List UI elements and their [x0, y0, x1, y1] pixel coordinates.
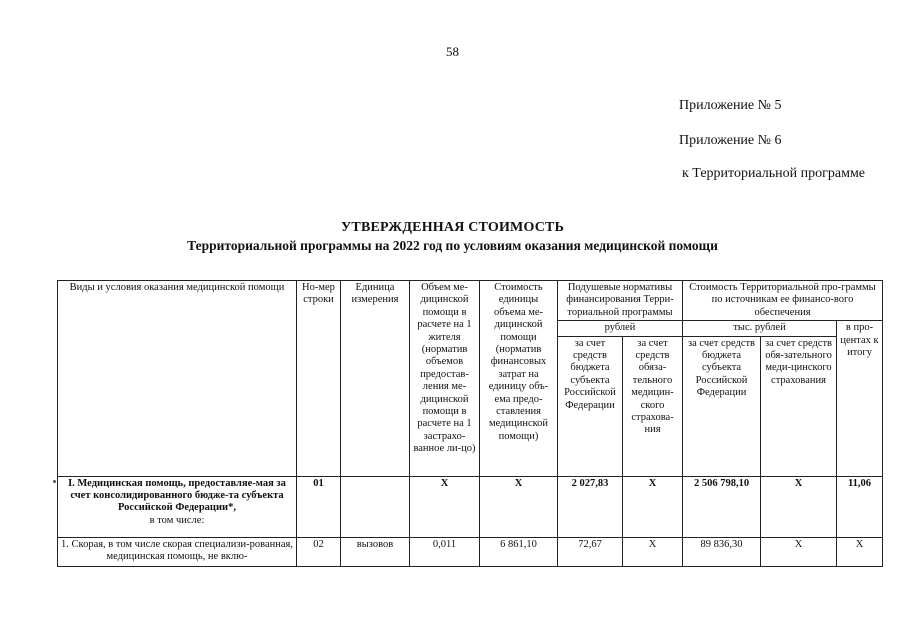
row-unit	[341, 476, 410, 537]
header-program-cost: Стоимость Территориальной про-граммы по источникам ее финансо-вого обеспечения	[683, 281, 883, 321]
header-per-capita-oms: за счет средств обяза-тельного медицин-ского страхова-ния	[623, 336, 683, 476]
row-pct: X	[837, 537, 883, 566]
row-number: 01	[297, 476, 341, 537]
header-program-cost-budget: за счет средств бюджета субъекта Российской Федерации	[683, 336, 761, 476]
row-volume: 0,011	[410, 537, 480, 566]
header-types: Виды и условия оказания медицинской помощи	[58, 281, 297, 477]
row-cost: 6 861,10	[480, 537, 558, 566]
appendix-line-6: Приложение № 6	[679, 133, 782, 148]
header-per-capita-unit: рублей	[558, 321, 683, 336]
row-prog-oms: X	[761, 537, 837, 566]
header-row-number: Но-мер строки	[297, 281, 341, 477]
header-unit: Единица измерения	[341, 281, 410, 477]
row-prog-oms: X	[761, 476, 837, 537]
scan-speck	[53, 480, 56, 483]
table-row	[58, 537, 883, 566]
header-volume: Объем ме-дицинской помощи в расчете на 1 жителя (норматив объемов предостав-ления ме-дицинской помощи в расчете на 1 застрахо-ванное ли-цо)	[410, 281, 480, 477]
header-program-cost-oms: за счет средств обя-зательного меди-цинского страхования	[761, 336, 837, 476]
row-pc-oms: X	[623, 476, 683, 537]
document-title: УТВЕРЖДЕННАЯ СТОИМОСТЬ	[340, 220, 565, 235]
header-program-cost-pct: в про-центах к итогу	[837, 321, 883, 476]
row-volume: X	[410, 476, 480, 537]
row-name-rest: в том числе:	[149, 514, 205, 526]
header-cost: Стоимость единицы объема ме-дицинской помощи (норматив финансовых затрат на единицу объ-ема предо-ставления медицинской помощи)	[480, 281, 558, 477]
row-unit: вызовов	[341, 537, 410, 566]
header-row-1	[58, 281, 883, 321]
table-row	[58, 476, 883, 537]
appendix-line-program: к Территориальной программе	[682, 166, 866, 181]
row-pct: 11,06	[837, 476, 883, 537]
row-name-bold: I. Медицинская помощь, предоставляе-мая за счет консолидированного бюдже-та субъекта Российской Федерации*,	[68, 477, 286, 514]
row-pc-oms: X	[623, 537, 683, 566]
row-name	[58, 476, 297, 537]
row-cost: X	[480, 476, 558, 537]
document-subtitle: Территориальной программы на 2022 год по условиям оказания медицинской помощи	[187, 238, 718, 253]
appendix-line-5: Приложение № 5	[679, 98, 782, 113]
row-pc-budget: 2 027,83	[558, 476, 623, 537]
row-name: 1. Скорая, в том числе скорая специализи-рованная, медицинская помощь, не вклю-	[58, 537, 297, 566]
header-per-capita-budget: за счет средств бюджета субъекта Российской Федерации	[558, 336, 623, 476]
row-pc-budget: 72,67	[558, 537, 623, 566]
header-per-capita: Подушевые нормативы финансирования Терри-ториальной программы	[558, 281, 683, 321]
row-prog-budget: 2 506 798,10	[683, 476, 761, 537]
cost-table	[57, 280, 883, 567]
header-program-cost-unit: тыс. рублей	[683, 321, 837, 336]
page-number: 58	[446, 44, 459, 59]
row-number: 02	[297, 537, 341, 566]
row-prog-budget: 89 836,30	[683, 537, 761, 566]
